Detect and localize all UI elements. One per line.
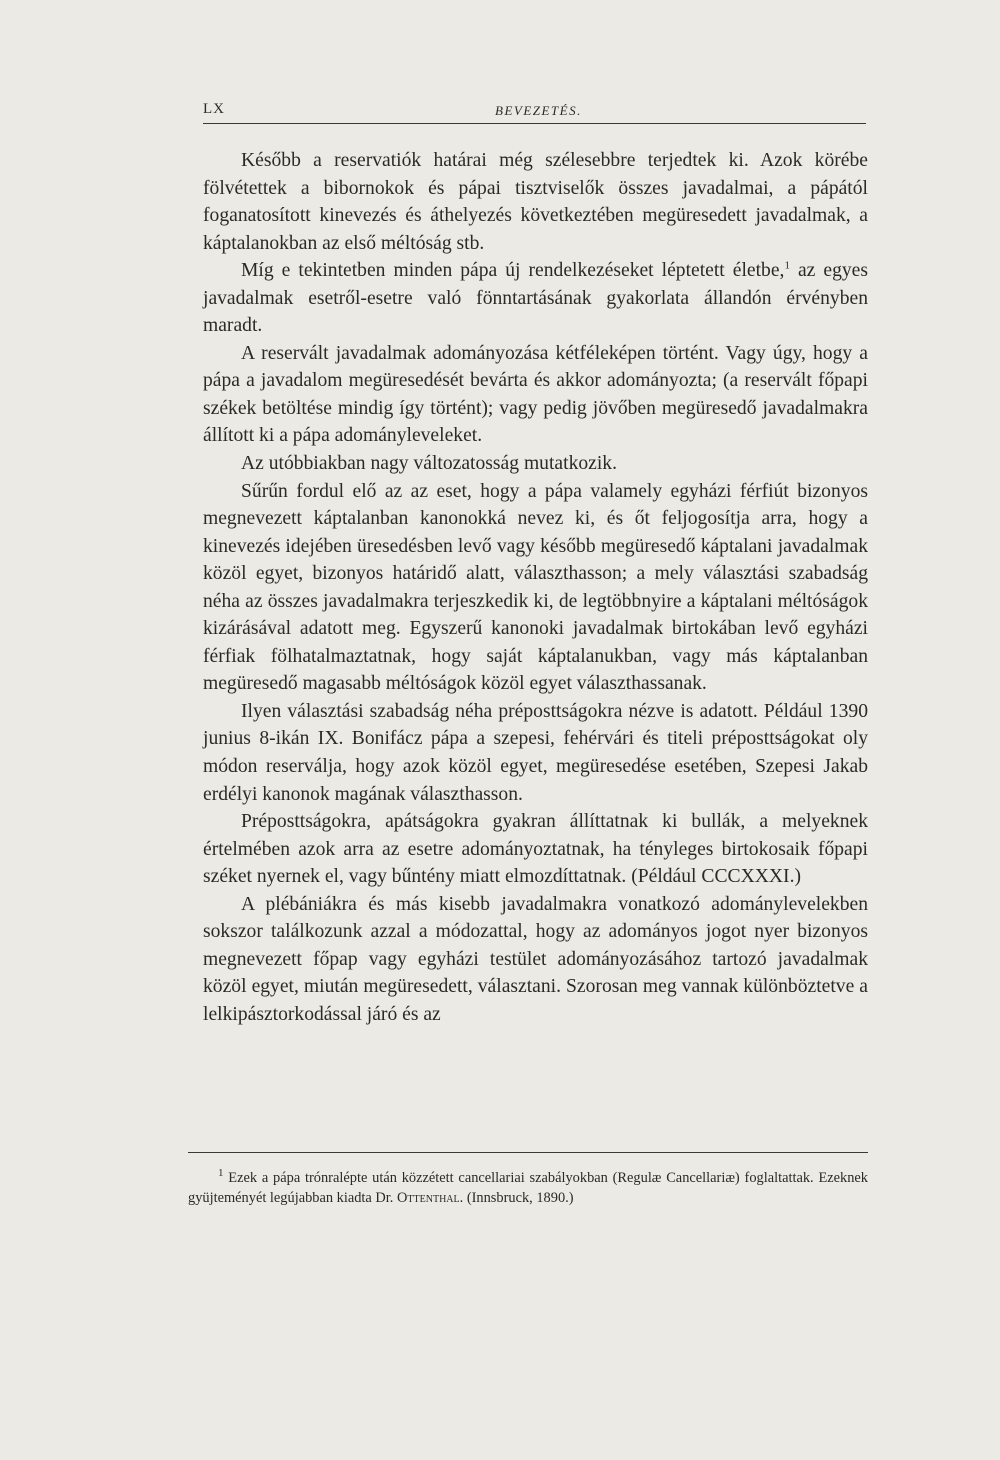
paragraph: Sűrűn fordul elő az az eset, hogy a pápa valamely egyházi férfiút bizonyos megnevezett káptalanban kanonokká nevez ki, és őt feljogosítja arra, hogy a kinevezés idejében üresedésben levő vagy később megüresedő káptalani javadalmak közöl egyet, bizonyos határidő alatt, választhasson; a mely választási szabadság néha az összes javadalmakra terjeszkedik ki, de legtöbbnyire a káptalani méltóságok kizárásával adatott meg. Egyszerű kanonoki javadalmak birtokában levő egyházi férfiak fölhatalmaztatnak, hogy saját káptalanukban, vagy más káptalanban megüresedő magasabb méltóságok közöl egyet választhassanak. [203,480,868,695]
running-head [203,99,866,124]
footnotes [188,1168,868,1208]
paragraph: A plébániákra és más kisebb javadalmakra vonatkozó adománylevelekben sokszor találkozunk azzal a módozattal, hogy az adományos jogot nyer bizonyos megnevezett főpap vagy egyházi testület adományozásához tartozó javadalmak közöl egyet, miután megüresedett, választani. Szorosan meg vannak különböztetve a lelkipásztorkodással járó és az [203,893,868,1025]
footnote-text-end: . (Innsbruck, 1890.) [459,1190,574,1206]
body-text [203,147,868,1029]
paragraph [203,257,868,340]
paragraph: A reservált javadalmak adományozása kétféleképen történt. Vagy úgy, hogy a pápa a javadalom megüresedését bevárta és akkor adományozta; (a reservált főpapi székek betöltése mindig így történt); vagy pedig jövőben megüresedő javadalmakra állított ki a pápa adományleveleket. [203,342,868,447]
paragraph: Ilyen választási szabadság néha préposttságokra nézve is adatott. Például 1390 junius 8-ikán IX. Bonifácz pápa a szepesi, fehérvári és titeli préposttságokat oly módon reserválja, hogy azok közöl egyet, megüresedése esetében, Szepesi Jakab erdélyi kanonok magának választhasson. [203,700,868,805]
page-number: LX [203,101,225,117]
paragraph: Az utóbbiakban nagy változatosság mutatkozik. [241,453,617,475]
footnote-marker: 1 [218,1167,224,1180]
footnote-divider [188,1152,868,1153]
paragraph: Később a reservatiók határai még szélesebbre terjedtek ki. Azok körébe fölvétettek a bibornokok és pápai tisztviselők összes javadalmai, a pápától foganatosított kinevezés és áthelyezés következtében megüresedett javadalmak, a káptalanokban az első méltóság stb. [203,150,868,254]
footnote-text: Ezek a pápa trónralépte után közzétett cancellariai szabályokban (Regulæ Cancellariæ) foglaltattak. Ezeknek gyüjteményét legújabban kiadta Dr. [188,1170,868,1206]
paragraph-text: Míg e tekintetben minden pápa új rendelkezéseket léptetett életbe, [241,260,785,282]
footnote-author: Ottenthal [397,1190,460,1206]
paragraph: Préposttságokra, apátságokra gyakran állíttatnak ki bullák, a melyeknek értelmében azok arra az esetre adományoztatnak, ha tényleges birtokosaik főpapi széket nyernek el, vagy bűntény miatt elmozdíttatnak. (Például CCCXXXI.) [203,811,868,888]
footnote-reference: 1 [784,259,790,272]
paragraph-text: az egyes javadalmak esetről-esetre való fönntartásának gyakorlata állandón érvényben maradt. [203,260,869,337]
footnote [188,1168,868,1208]
section-title: BEVEZETÉS. [495,103,582,118]
